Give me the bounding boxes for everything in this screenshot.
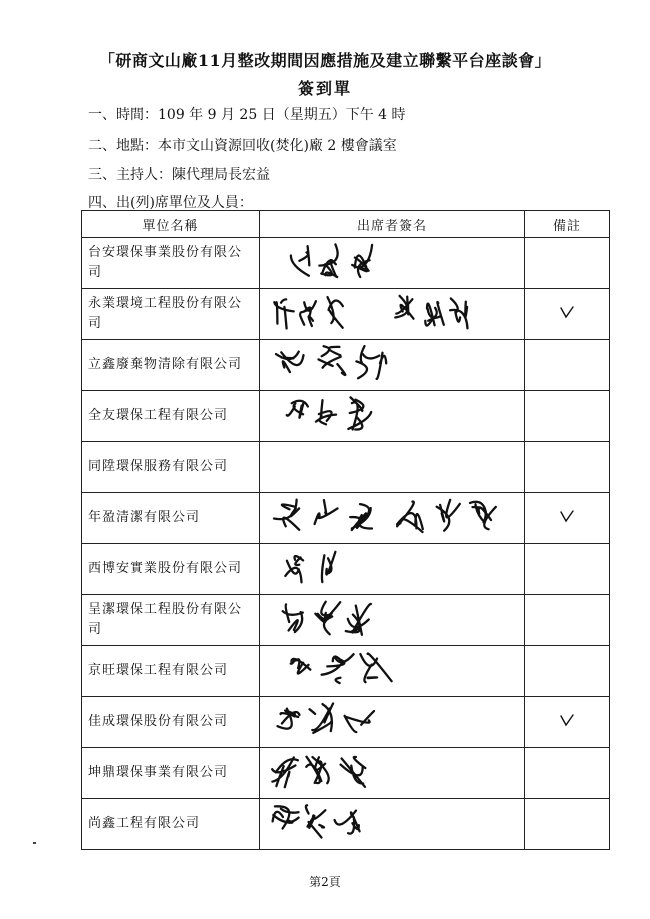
column-header-signature: 出席者簽名 [260,211,525,238]
note-cell [525,289,610,340]
note-cell [525,544,610,595]
signature-cell [260,340,525,391]
table-row [82,391,610,442]
signature-1 [274,297,343,328]
table-row [82,442,610,493]
unit-name: 台安環保事業股份有限公司 [82,238,260,289]
signature-1 [274,500,372,530]
table-row [82,646,610,697]
note-cell [525,442,610,493]
handwritten-signature [260,493,524,543]
handwritten-signature [260,595,524,645]
column-header-unit: 單位名稱 [82,211,260,238]
signature-cell [260,391,525,442]
note-cell [525,697,610,748]
page-number: 第2頁 [309,875,341,889]
handwritten-signature [260,391,524,441]
scan-speck [33,842,36,844]
meeting-time: 一、時間：109 年 9 月 25 日（星期五）下午 4 時 [88,107,406,123]
note-cell [525,595,610,646]
unit-name: 尚鑫工程有限公司 [82,799,260,850]
table-row [82,799,610,850]
note-cell [525,748,610,799]
signature-1 [273,805,360,837]
signature-1 [285,552,335,583]
signature-cell [260,748,525,799]
signature-cell [260,697,525,748]
table-row [82,493,610,544]
signature-cell [260,493,525,544]
signature-1 [291,244,372,277]
handwritten-signature [260,544,524,594]
unit-name: 京旺環保工程有限公司 [82,646,260,697]
unit-name: 西博安實業股份有限公司 [82,544,260,595]
handwritten-signature [260,442,524,492]
signature-1 [276,346,386,379]
signature-cell [260,238,525,289]
signature-1 [283,602,371,635]
table-row [82,748,610,799]
unit-name: 呈潔環保工程股份有限公司 [82,595,260,646]
unit-name: 全友環保工程有限公司 [82,391,260,442]
signature-cell [260,544,525,595]
unit-name: 年盈清潔有限公司 [82,493,260,544]
unit-name: 立鑫廢棄物清除有限公司 [82,340,260,391]
note-cell [525,493,610,544]
signature-cell [260,646,525,697]
sign-in-table [81,210,610,850]
signature-1 [278,704,375,733]
signature-cell [260,595,525,646]
document-title: 「研商文山廠11月整改期間因應措施及建立聯繫平台座談會」 [98,51,552,70]
check-mark-icon [559,305,575,319]
check-mark-icon [559,509,575,523]
signature-2 [397,500,496,532]
note-cell [525,391,610,442]
document-subtitle: 簽到單 [297,79,352,98]
note-cell [525,238,610,289]
table-header-row [82,211,610,238]
attendees-heading: 四、出(列)席單位及人員： [88,195,253,211]
handwritten-signature [260,646,524,696]
table-row [82,289,610,340]
handwritten-signature [260,238,524,288]
unit-name: 坤鼎環保事業有限公司 [82,748,260,799]
handwritten-signature [260,289,524,339]
note-cell [525,340,610,391]
signature-1 [287,397,372,429]
signature-1 [272,757,365,788]
table-row [82,697,610,748]
handwritten-signature [260,697,524,747]
signature-2 [395,296,467,329]
signature-cell [260,442,525,493]
handwritten-signature [260,799,524,849]
meeting-place: 二、地點：本市文山資源回收(焚化)廠 2 樓會議室 [88,138,397,154]
table-row [82,595,610,646]
column-header-note: 備註 [525,211,610,238]
unit-name: 同陞環保服務有限公司 [82,442,260,493]
meeting-host: 三、主持人：陳代理局長宏益 [88,167,270,183]
note-cell [525,646,610,697]
check-mark-icon [559,713,575,727]
handwritten-signature [260,748,524,798]
signature-cell [260,799,525,850]
signature-cell [260,289,525,340]
table-row [82,238,610,289]
note-cell [525,799,610,850]
table-row [82,544,610,595]
unit-name: 佳成環保股份有限公司 [82,697,260,748]
signature-1 [291,654,392,684]
unit-name: 永業環境工程股份有限公司 [82,289,260,340]
handwritten-signature [260,340,524,390]
table-row [82,340,610,391]
